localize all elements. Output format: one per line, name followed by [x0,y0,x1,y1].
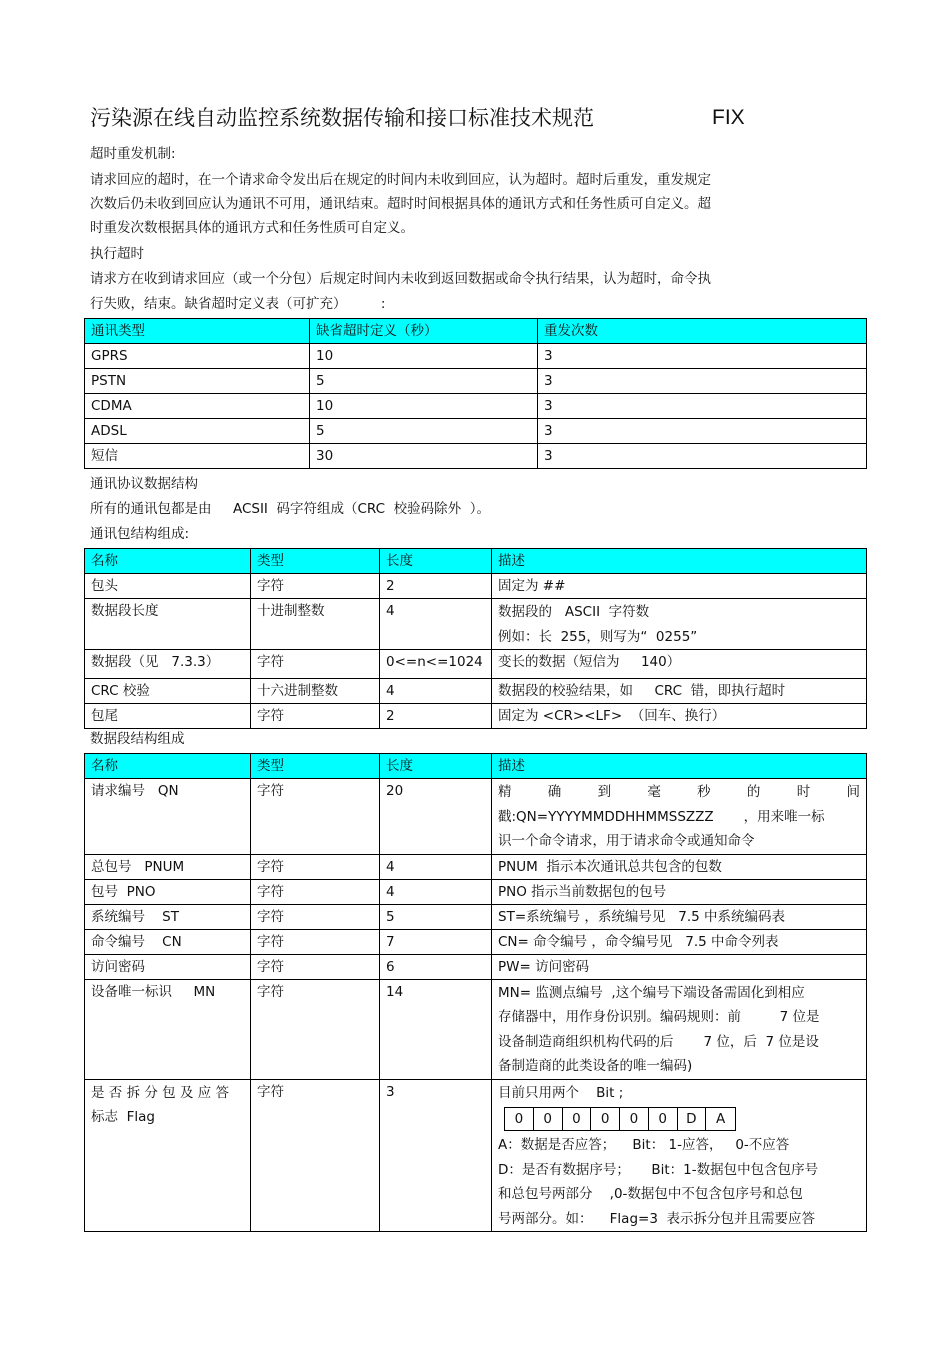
table-cell: 请求编号 QN [85,779,251,855]
cell-line: 数据段的 ASCII 字符数 [498,604,650,620]
protocol-heading: 通讯协议数据结构 [90,476,198,492]
table-cell: 2 [380,704,492,729]
char: 间 [846,784,860,800]
table-cell: 数据段长度 [85,599,251,650]
table-row [85,679,867,704]
flag-bit: 0 [649,1108,678,1130]
table-cell: CN= 命令编号 ，命令编号见 7.5 中命令列表 [492,929,867,954]
table-row [85,444,867,469]
table-row [85,344,867,369]
page-title [90,103,790,133]
table-cell: 字符 [251,979,380,1079]
table-cell: 包头 [85,574,251,599]
cell-line: 备制造商的此类设备的唯一编码) [498,1058,693,1074]
cell-line: 存储器中，用作身份识别。编码规则：前 7 位是 [498,1009,820,1025]
table-cell: 包尾 [85,704,251,729]
char: 到 [597,784,612,800]
char: 确 [547,784,562,800]
table-cell: 字符 [251,854,380,879]
table-cell: 4 [380,854,492,879]
table-cell: 字符 [251,779,380,855]
table-cell [492,779,867,855]
table-row [85,904,867,929]
exec-heading: 执行超时 [90,246,144,262]
timeout-text-line-3: 时重发次数根据具体的通讯方式和任务性质可自定义。 [90,220,414,236]
table-cell: 字符 [251,650,380,679]
title-main: 污染源在线自动监控系统数据传输和接口标准技术规范 [90,106,594,130]
flag-bit: A [716,1111,726,1127]
data-segment-heading: 数据段结构组成 [90,731,185,747]
cell-line: 和总包号两部分 ,0-数据包中不包含包序号和总包 [498,1186,803,1202]
char: 秒 [697,784,711,800]
table-row [85,650,867,679]
table-cell: 7 [380,929,492,954]
table-cell: 3 [538,394,867,419]
table-cell: CRC 校验 [85,679,251,704]
table-cell: 4 [380,599,492,650]
cell-line: 例如：长 255，则写为“ 0255” [498,628,698,645]
column-header: 名称 [85,549,251,574]
table-cell: 30 [310,444,538,469]
column-header: 重发次数 [538,319,867,344]
table-cell: 固定为 ## [492,574,867,599]
table-cell: 字符 [251,574,380,599]
column-header: 描述 [492,549,867,574]
table-cell: 短信 [85,444,310,469]
table-header-row [85,319,867,344]
table-cell: CDMA [85,394,310,419]
table-cell: 4 [380,879,492,904]
table-cell: 5 [310,419,538,444]
table-cell: 5 [310,369,538,394]
table-row [85,779,867,855]
table-cell: 3 [538,344,867,369]
exec-text-line-2: 行失败，结束。缺省超时定义表（可扩充） : [90,296,386,312]
table-header-row [85,549,867,574]
table-row [85,854,867,879]
cell-line [498,780,860,805]
table-cell: 总包号 PNUM [85,854,251,879]
column-header: 类型 [251,754,380,779]
cell-line: 戳:QN=YYYYMMDDHHMMSSZZZ ，用来唯一标 [498,808,825,825]
timeout-text-line-2: 次数后仍未收到回应认为通讯不可用，通讯结束。超时时间根据具体的通讯方式和任务性质可自定义。超 [90,196,711,212]
timeout-text-line-1: 请求回应的超时，在一个请求命令发出后在规定的时间内未收到回应，认为超时。超时后重发，重发规定 [90,172,711,188]
table-row [85,394,867,419]
flag-bit: D [678,1108,707,1130]
table-cell: 10 [310,344,538,369]
char: 的 [746,784,761,800]
table-cell: 10 [310,394,538,419]
table-row [85,1079,867,1232]
char: 精 [498,784,512,800]
char: 毫 [647,784,661,800]
column-header: 通讯类型 [85,319,310,344]
table-cell: 字符 [251,1079,380,1232]
protocol-text: 所有的通讯包都是由 ACSII 码字符组成（CRC 校验码除外 ）。 [90,501,490,517]
table-cell [492,1079,867,1232]
packet-structure-table [84,548,867,729]
cell-line: 设备制造商组织机构代码的后 7 位，后 7 位是设 [498,1033,819,1050]
table-header-row [85,754,867,779]
table-cell: 4 [380,679,492,704]
flag-bit: 0 [591,1108,620,1130]
table-cell: 十进制整数 [251,599,380,650]
flag-bit: 0 [563,1108,592,1130]
timeout-heading: 超时重发机制: [90,146,176,162]
column-header: 描述 [492,754,867,779]
title-suffix: FIX [712,106,745,129]
column-header: 长度 [380,754,492,779]
table-cell: 固定为 <CR><LF> （回车、换行） [492,704,867,729]
table-cell [85,1079,251,1232]
table-cell: PW= 访问密码 [492,954,867,979]
table-cell: 字符 [251,929,380,954]
timeout-table [84,318,867,469]
table-cell: 命令编号 CN [85,929,251,954]
table-cell: ST=系统编号 ，系统编号见 7.5 中系统编码表 [492,904,867,929]
column-header: 长度 [380,549,492,574]
table-cell [492,979,867,1079]
table-cell: 十六进制整数 [251,679,380,704]
table-row [85,419,867,444]
column-header: 名称 [85,754,251,779]
table-cell: 包号 PNO [85,879,251,904]
table-row [85,879,867,904]
cell-line: 是 否 拆 分 包 及 应 答 [91,1084,230,1101]
table-cell: 2 [380,574,492,599]
table-row [85,599,867,650]
cell-line: D：是否有数据序号； Bit：1-数据包中包含包序号 [498,1161,819,1178]
table-cell: 数据段的校验结果，如 CRC 错，即执行超时 [492,679,867,704]
flag-bit: 0 [620,1108,649,1130]
table-cell: 字符 [251,879,380,904]
table-cell: 设备唯一标识 MN [85,979,251,1079]
flag-bit: 0 [534,1108,563,1130]
table-cell: 访问密码 [85,954,251,979]
table-cell: 5 [380,904,492,929]
table-cell: PNUM 指示本次通讯总共包含的包数 [492,854,867,879]
flag-bit: 0 [505,1108,534,1130]
data-segment-table [84,753,867,1232]
table-cell: ADSL [85,419,310,444]
table-cell: 字符 [251,704,380,729]
cell-line: 标志 Flag [91,1109,155,1125]
table-cell: 3 [538,444,867,469]
table-cell: 20 [380,779,492,855]
table-cell: 字符 [251,904,380,929]
exec-text-line-1: 请求方在收到请求回应（或一个分包）后规定时间内未收到返回数据或命令执行结果，认为超时，命令执 [90,271,711,287]
table-cell: PNO 指示当前数据包的包号 [492,879,867,904]
table-cell: 系统编号 ST [85,904,251,929]
char: 时 [796,784,811,800]
cell-line: A：数据是否应答； Bit： 1-应答， 0-不应答 [498,1137,790,1153]
table-cell: 0<=n<=1024 [380,650,492,679]
table-cell: 字符 [251,954,380,979]
table-row [85,954,867,979]
table-cell: PSTN [85,369,310,394]
cell-line: 识一个命令请求，用于请求命令或通知命令 [498,833,755,849]
table-row [85,929,867,954]
table-cell: 3 [538,369,867,394]
table-cell: 3 [538,419,867,444]
cell-line: 目前只用两个 Bit ; [498,1084,624,1101]
table-cell [492,599,867,650]
cell-line: 号两部分。如： Flag=3 表示拆分包并且需要应答 [498,1210,816,1227]
cell-line: MN= 监测点编号 ,这个编号下端设备需固化到相应 [498,984,805,1001]
table-cell: GPRS [85,344,310,369]
table-cell: 14 [380,979,492,1079]
table-cell: 3 [380,1079,492,1232]
packet-heading: 通讯包结构组成: [90,526,190,542]
table-cell: 变长的数据（短信为 140） [492,650,867,679]
column-header: 类型 [251,549,380,574]
table-cell: 数据段（见 7.3.3） [85,650,251,679]
flag-bit-diagram [504,1107,736,1131]
table-cell: 6 [380,954,492,979]
column-header: 缺省超时定义（秒） [310,319,538,344]
table-row [85,979,867,1079]
table-row [85,369,867,394]
table-row [85,574,867,599]
table-row [85,704,867,729]
